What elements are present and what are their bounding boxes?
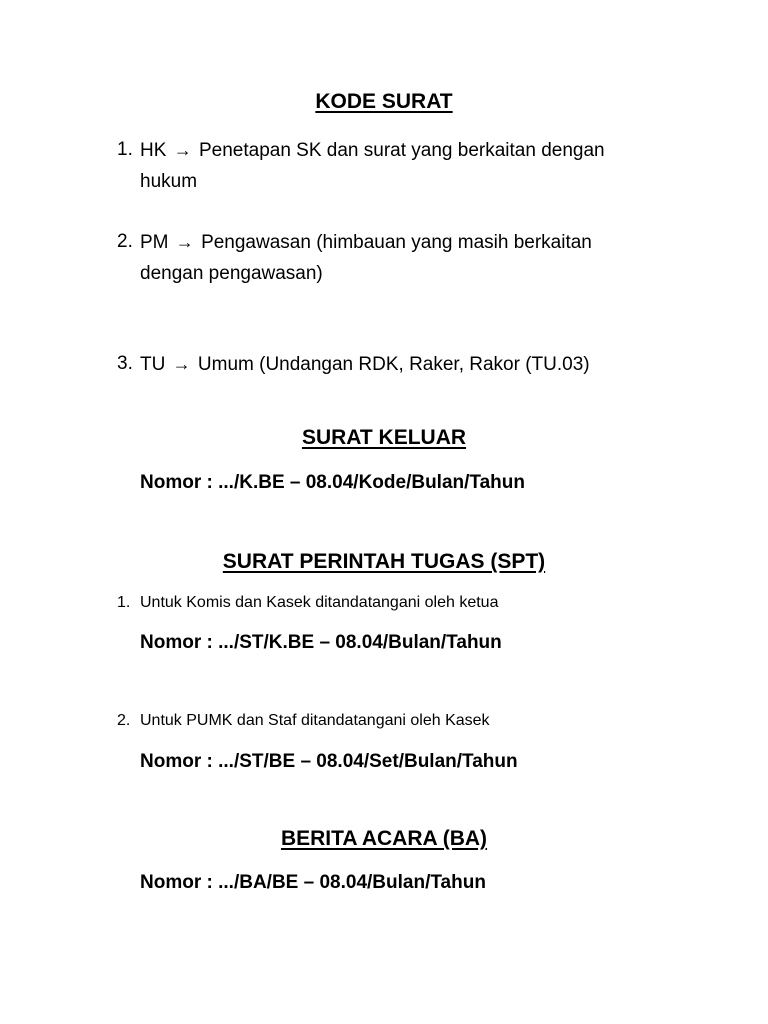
- kode-surat-heading: KODE SURAT: [315, 90, 453, 113]
- kode-line: [140, 134, 605, 167]
- spt-nomor-2: Nomor : .../ST/BE – 08.04/Set/Bulan/Tahun: [140, 751, 518, 772]
- kode-description-cont: hukum: [140, 171, 198, 192]
- berita-acara-nomor: Nomor : .../BA/BE – 08.04/Bulan/Tahun: [140, 872, 486, 893]
- list-number: 2.: [117, 712, 131, 729]
- spt-item-2: [0, 712, 768, 734]
- list-number: 2.: [117, 231, 133, 252]
- kode-description: Pengawasan (himbauan yang masih berkaitan: [201, 232, 592, 253]
- berita-acara-heading: BERITA ACARA (BA): [280, 827, 488, 850]
- kode-item-hk: [0, 134, 768, 198]
- list-number: 3.: [117, 353, 133, 374]
- spt-item-1: [0, 594, 768, 616]
- kode-item-pm: [0, 226, 768, 290]
- kode-line: [140, 348, 590, 381]
- kode-description-cont: dengan pengawasan): [140, 263, 323, 284]
- spt-item-text: Untuk PUMK dan Staf ditandatangani oleh Kasek: [140, 712, 490, 729]
- kode-code: PM: [140, 232, 169, 253]
- kode-code: HK: [140, 140, 167, 161]
- kode-description: Penetapan SK dan surat yang berkaitan dengan: [198, 140, 605, 161]
- spt-heading: SURAT PERINTAH TUGAS (SPT): [222, 550, 546, 573]
- spt-item-text: Untuk Komis dan Kasek ditandatangani oleh ketua: [140, 594, 499, 611]
- surat-keluar-heading: SURAT KELUAR: [301, 426, 467, 449]
- list-number: 1.: [117, 594, 131, 611]
- arrow-right-icon: →: [175, 232, 194, 252]
- arrow-right-icon: →: [172, 354, 191, 374]
- kode-code: TU: [140, 354, 166, 375]
- spt-nomor-1: Nomor : .../ST/K.BE – 08.04/Bulan/Tahun: [140, 632, 502, 653]
- arrow-right-icon: →: [173, 140, 192, 160]
- surat-keluar-nomor: Nomor : .../K.BE – 08.04/Kode/Bulan/Tahun: [140, 472, 525, 493]
- kode-item-tu: [0, 348, 768, 380]
- kode-description: Umum (Undangan RDK, Raker, Rakor (TU.03): [197, 354, 590, 375]
- list-number: 1.: [117, 139, 133, 160]
- kode-line: [140, 226, 592, 259]
